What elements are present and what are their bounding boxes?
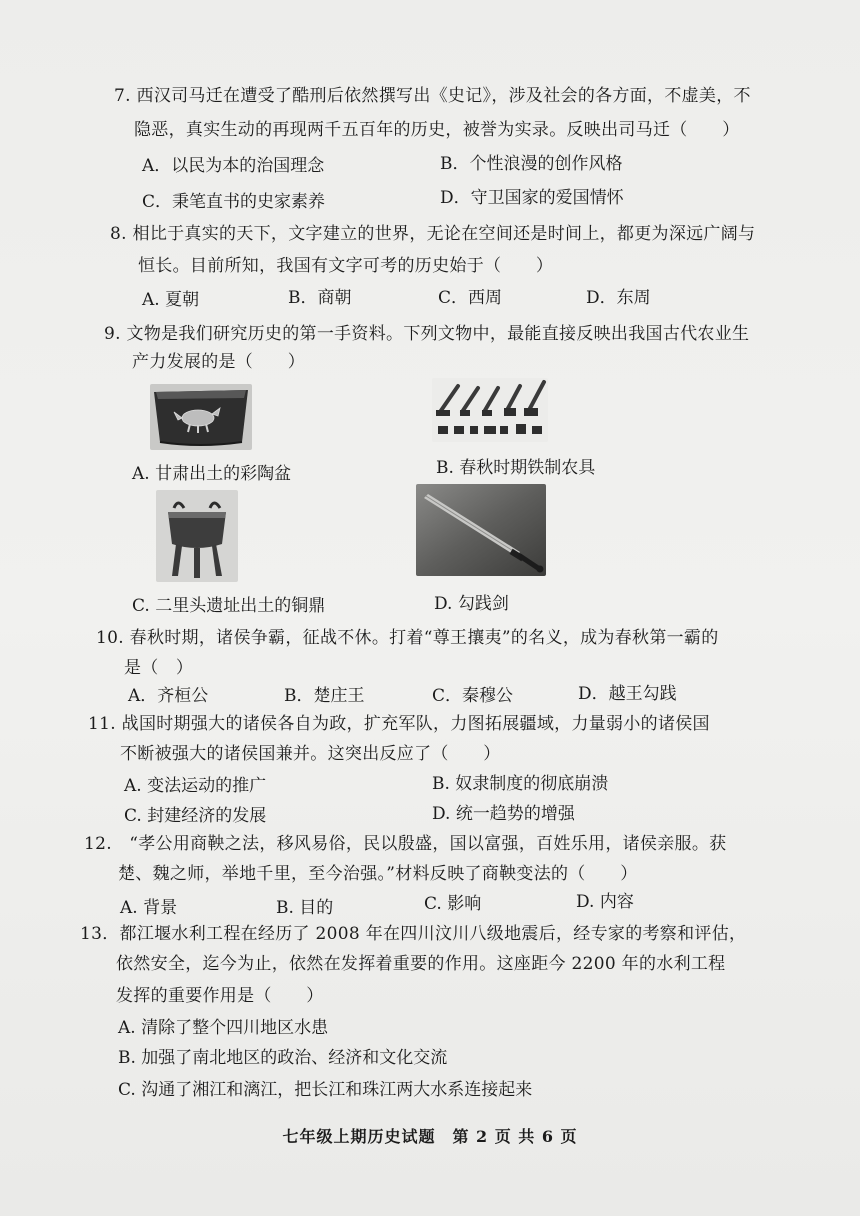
q13-option-c: C. 沟通了湘江和漓江，把长江和珠江两大水系连接起来 (118, 1080, 533, 1100)
iron-farm-tools-image (432, 378, 548, 442)
q7-option-a: A．以民为本的治国理念 (142, 156, 325, 176)
q11-option-b: B. 奴隶制度的彻底崩溃 (432, 774, 609, 794)
q9-option-b: B. 春秋时期铁制农具 (436, 458, 596, 478)
q7-line-1: 7. 西汉司马迁在遭受了酷刑后依然撰写出《史记》，涉及社会的各方面，不虚美，不 (114, 86, 751, 106)
q10-option-a: A．齐桓公 (128, 686, 209, 706)
q9-line-2: 产力发展的是（ ） (132, 352, 305, 372)
q13-line-2: 依然安全，迄今为止，依然在发挥着重要的作用。这座距今 2200 年的水利工程 (116, 954, 726, 974)
q8-option-b: B．商朝 (288, 288, 352, 308)
q12-option-d: D. 内容 (576, 892, 634, 912)
q7-option-b: B．个性浪漫的创作风格 (440, 154, 623, 174)
q8-option-d: D．东周 (586, 288, 651, 308)
q9-option-c: C. 二里头遗址出土的铜鼎 (132, 596, 326, 616)
q11-line-2: 不断被强大的诸侯国兼并。这突出反应了（ ） (120, 744, 501, 764)
q13-line-1: 13．都江堰水利工程在经历了 2008 年在四川汶川八级地震后，经专家的考察和评估， (80, 924, 747, 944)
q10-line-2: 是（ ） (124, 658, 194, 678)
q10-option-b: B．楚庄王 (284, 686, 365, 706)
q7-option-d: D．守卫国家的爱国情怀 (440, 188, 624, 208)
q11-option-a: A. 变法运动的推广 (124, 776, 267, 796)
q13-option-b: B. 加强了南北地区的政治、经济和文化交流 (118, 1048, 448, 1068)
q11-option-d: D. 统一趋势的增强 (432, 804, 575, 824)
q10-line-1: 10. 春秋时期，诸侯争霸，征战不休。打着“尊王攘夷”的名义，成为春秋第一霸的 (96, 628, 719, 648)
q12-option-c: C. 影响 (424, 894, 482, 914)
q7-line-2: 隐恶，真实生动的再现两千五百年的历史，被誉为实录。反映出司马迁（ ） (134, 120, 740, 140)
q13-line-3: 发挥的重要作用是（ ） (116, 986, 324, 1006)
q11-option-c: C. 封建经济的发展 (124, 806, 267, 826)
bronze-ding-image (156, 490, 238, 582)
q8-option-a: A. 夏朝 (142, 290, 200, 310)
q10-option-d: D．越王勾践 (578, 684, 677, 704)
painted-pottery-basin-image (150, 384, 252, 450)
q11-line-1: 11. 战国时期强大的诸侯各自为政，扩充军队，力图拓展疆域，力量弱小的诸侯国 (88, 714, 710, 734)
q12-option-b: B. 目的 (276, 898, 334, 918)
goujian-sword-image (416, 484, 546, 576)
q8-option-c: C．西周 (438, 288, 503, 308)
q9-option-a: A. 甘肃出土的彩陶盆 (132, 464, 292, 484)
q9-option-d: D. 勾践剑 (434, 594, 509, 614)
q12-option-a: A. 背景 (120, 898, 178, 918)
q12-line-1: 12. “孝公用商鞅之法，移风易俗，民以殷盛，国以富强，百姓乐用，诸侯亲服。获 (84, 834, 727, 854)
q7-option-c: C．秉笔直书的史家素养 (142, 192, 326, 212)
q9-line-1: 9. 文物是我们研究历史的第一手资料。下列文物中，最能直接反映出我国古代农业生 (104, 324, 750, 344)
q13-option-a: A. 清除了整个四川地区水患 (118, 1018, 329, 1038)
q10-option-c: C．秦穆公 (432, 686, 514, 706)
q8-line-1: 8. 相比于真实的天下，文字建立的世界，无论在空间还是时间上，都更为深远广阔与 (110, 224, 756, 244)
q8-line-2: 恒长。目前所知，我国有文字可考的历史始于（ ） (138, 256, 554, 276)
q12-line-2: 楚、魏之师，举地千里，至今治强。”材料反映了商鞅变法的（ ） (118, 864, 638, 884)
page-footer: 七年级上期历史试题 第 2 页 共 6 页 (282, 1127, 578, 1146)
